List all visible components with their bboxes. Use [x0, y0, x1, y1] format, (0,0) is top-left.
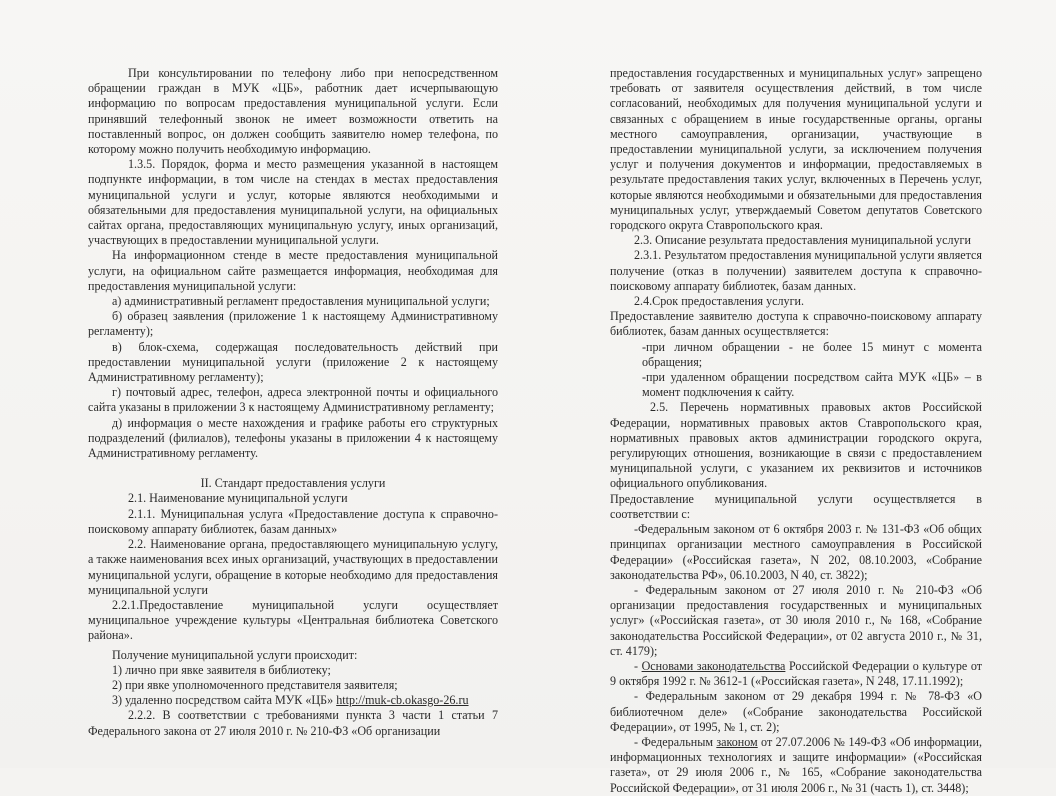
law-item-text: - Федеральным	[634, 734, 717, 749]
paragraph: 1.3.5. Порядок, форма и место размещения указанной в настоящем подпункте информации, в том числе на стендах в местах предоставления муниципальной услуги и услуг, которые являются необходимыми и обязательными для предоставления муниципальной услуги, на официальных сайтах органа, предоставляющих муниципальную услугу, иных организаций, участвующих в предоставлении муниципальной услуги.	[88, 157, 498, 248]
paragraph: Предоставление муниципальной услуги осуществляется в соответствии с:	[610, 491, 982, 521]
paragraph: 2.2.1.Предоставление муниципальной услуги осуществляет муниципальное учреждение культуры «Центральная библиотека Советского района».	[88, 597, 498, 643]
list-item: в) блок-схема, содержащая последовательность действий при предоставлении муниципальной услуги (приложение 2 к настоящему Административному регламенту);	[88, 339, 498, 385]
list-item: а) административный регламент предоставления муниципальной услуги;	[112, 294, 490, 309]
law-link[interactable]: законом	[716, 734, 758, 749]
list-item: д) информация о месте нахождения и графике работы его структурных подразделений (филиалов), телефоны указаны в приложении 4 к настоящему Административному регламенту.	[88, 415, 498, 461]
paragraph: Получение муниципальной услуги происходит:	[112, 647, 358, 662]
list-item: б) образец заявления (приложение 1 к настоящему Административному регламенту);	[88, 309, 498, 339]
site-link[interactable]: http://muk-cb.okasgo-26.ru	[336, 693, 469, 708]
left-column	[88, 66, 498, 739]
law-item: - Федеральным законом от 27 июля 2010 г. № 210-ФЗ «Об организации предоставления государственных и муниципальных услуг» («Российская газета», от 30 июля 2010 г., № 168, «Собрание законодательства Российской Федерации», от 02 августа 2010 г., № 31, ст. 4179);	[610, 582, 982, 658]
paragraph: 2.5. Перечень нормативных правовых актов Российской Федерации, нормативных правовых актов Ставропольского края, нормативных правовых актов администрации городского округа, регулирующих отношения, возникающие в связи с предоставлением муниципальной услуги, с указанием их реквизитов и источников официального опубликования.	[610, 400, 982, 491]
law-item	[610, 659, 982, 689]
paragraph: 2.2. Наименование органа, предоставляющего муниципальную услугу, а также наименования всех иных организаций, участвующих в предоставлении муниципальной услуги, обращение в которые необходимо для предоставления муниципальной услуги	[88, 537, 498, 597]
paragraph: 2.3. Описание результата предоставления муниципальной услуги	[634, 233, 971, 248]
list-item	[88, 693, 498, 708]
paragraph: При консультировании по телефону либо при непосредственном обращении граждан в МУК «ЦБ», работник дает исчерпывающую информацию по вопросам предоставления муниципальной услуги. Если принявший телефонный звонок не имеет возможности ответить на поставленный вопрос, он должен сообщить заявителю номер телефона, по которому можно получить необходимую информацию.	[88, 66, 498, 157]
law-item	[610, 735, 982, 796]
list-item: -при удаленном обращении посредством сайта МУК «ЦБ» – в момент подключения к сайту.	[642, 370, 982, 400]
list-item-text: 3) удаленно посредством сайта МУК «ЦБ»	[112, 693, 337, 708]
list-item: 1) лично при явке заявителя в библиотеку;	[112, 662, 331, 677]
paragraph: 2.2.2. В соответствии с требованиями пункта 3 части 1 статьи 7 Федерального закона от 27 июля 2010 г. № 210-ФЗ «Об организации	[88, 708, 498, 738]
paragraph: На информационном стенде в месте предоставления муниципальной услуги, на официальном сайте размещается информация, необходимая для предоставления муниципальной услуги:	[88, 248, 498, 293]
paragraph: 2.4.Срок предоставления услуги.	[634, 294, 805, 309]
paragraph: 2.3.1. Результатом предоставления муниципальной услуги является получение (отказ в получении) заявителем доступа к справочно-поисковому аппарату библиотек, базам данных.	[610, 248, 982, 293]
law-link[interactable]: Основами законодательства	[641, 658, 786, 673]
law-item-text: Российской Федерации о культуре от 9 октября 1992 г. № 3612-1 («Российская газета», N 248, 17.11.1992);	[610, 658, 982, 689]
list-item: 2) при явке уполномоченного представителя заявителя;	[112, 677, 398, 692]
law-item-text: от 27.07.2006 № 149-ФЗ «Об информации, информационных технологиях и защите информации» («Российская газета», от 29 июля 2006 г., № 165, «Собрание законодательства Российской Федерации», от 31 июля 2006 г., № 31 (часть 1), ст. 3448);	[610, 734, 982, 795]
list-item: -при личном обращении - не более 15 минут с момента обращения;	[642, 339, 982, 369]
paragraph: 2.1. Наименование муниципальной услуги	[128, 491, 348, 506]
paragraph: предоставления государственных и муниципальных услуг» запрещено требовать от заявителя осуществления действий, в том числе согласований, необходимых для получения муниципальной услуги и связанных с обращением в иные государственные органы, органы местного самоуправления, организации, участвующие в предоставлении муниципальной услуги, за исключением получения услуг и получения документов и информации, предоставляемых в результате предоставления таких услуг, включенных в Перечень услуг, которые являются необходимыми и обязательными для предоставления муниципальных услуг, утверждаемый Советом депутатов Советского городского округа Ставропольского края.	[610, 66, 982, 233]
law-item: -Федеральным законом от 6 октября 2003 г. № 131-ФЗ «Об общих принципах организации местного самоуправления в Российской Федерации» («Российская газета», N 202, 08.10.2003, «Собрание законодательства РФ», 06.10.2003, N 40, ст. 3822);	[610, 522, 982, 582]
list-item: г) почтовый адрес, телефон, адреса электронной почты и официального сайта указаны в приложении 3 к настоящему Административному регламенту;	[88, 385, 498, 415]
law-item: - Федеральным законом от 29 декабря 1994 г. № 78-ФЗ «О библиотечном деле» («Собрание законодательства Российской Федерации», от 1995, № 1, ст. 2);	[610, 689, 982, 734]
section-heading: II. Стандарт предоставления услуги	[200, 476, 386, 491]
law-item-text: -	[634, 658, 642, 673]
paragraph: 2.1.1. Муниципальная услуга «Предоставление доступа к справочно-поисковому аппарату библиотек, базам данных»	[88, 506, 498, 536]
right-column	[610, 66, 982, 796]
paragraph: Предоставление заявителю доступа к справочно-поисковому аппарату библиотек, базам данных осуществляется:	[610, 309, 982, 339]
